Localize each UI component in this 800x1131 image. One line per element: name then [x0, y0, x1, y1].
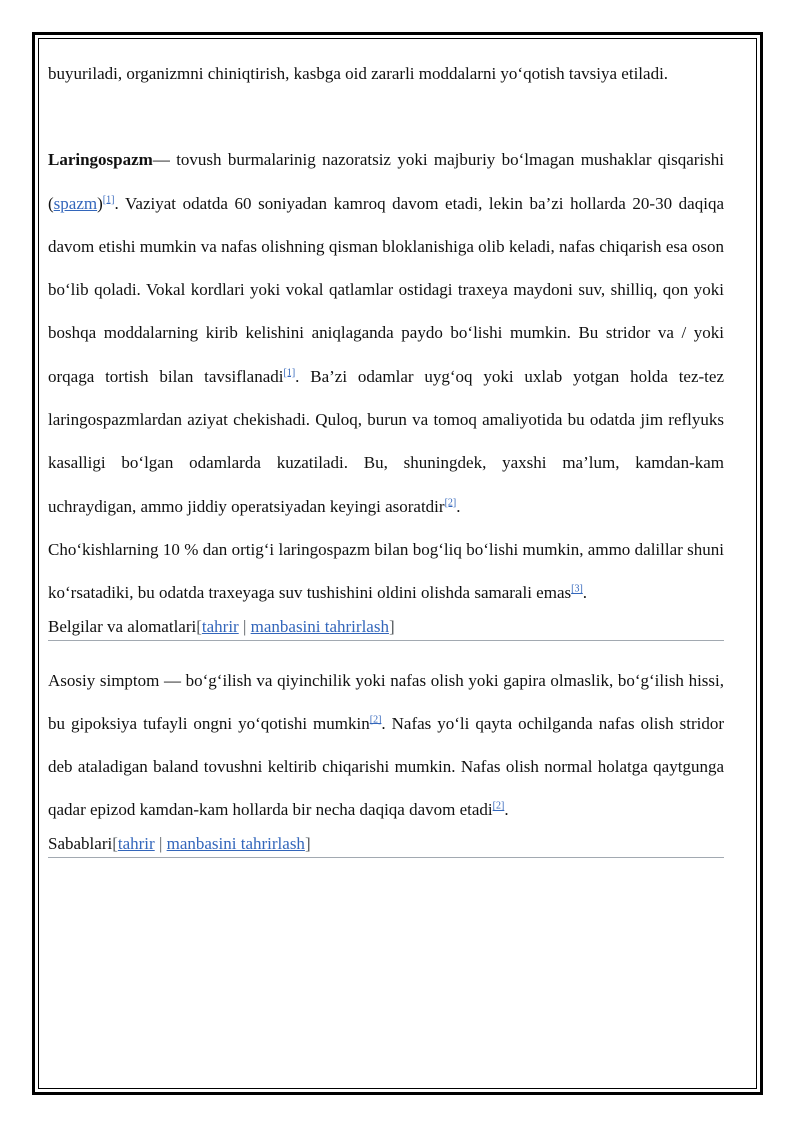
term-laringospazm: Laringospazm [48, 150, 153, 170]
reference-link-1[interactable]: [1] [102, 193, 115, 205]
reference-3-sup [445, 497, 457, 508]
reference-link-2[interactable]: [2] [444, 497, 457, 509]
definition-text-2: . Vaziyat odatda 60 soniyadan kamroq davom etadi, lekin ba’zi hollarda 20-30 daqiqa davom etishi mumkin va nafas olishning qisman bloklanishiga olib keladi, nafas chiqarish esa oson bo‘lib qoladi. Vokal kordlari yoki vokal qatlamlar ostidagi traxeya maydoni suv, shilliq, qon yoki boshqa moddalarning kirib kelishini aniqlaganda paydo bo‘lishi mumkin. Bu stridor va / yoki orqaga tortish bilan tavsiflanadi [48, 193, 724, 386]
edit-separator-2: | [154, 833, 167, 853]
section-title-symptoms: Belgilar va alomatlari [48, 616, 197, 636]
edit-source-link-symptoms[interactable]: manbasini tahrirlash [250, 616, 389, 636]
reference-link-2c[interactable]: [2] [492, 800, 505, 812]
edit-source-link-causes[interactable]: manbasini tahrirlash [166, 833, 305, 853]
definition-close-paren: ) [97, 193, 103, 213]
drowning-paragraph [48, 528, 724, 615]
edit-close-bracket: ] [388, 616, 395, 636]
reference-link-3[interactable]: [3] [571, 583, 583, 595]
intro-tail-text: buyuriladi, organizmni chiniqtirish, kasbga oid zararli moddalarni yo‘qotish tavsiya etiladi. [48, 64, 669, 83]
definition-paragraph [48, 138, 724, 528]
symptoms-end: . [504, 800, 509, 820]
reference-6-sup [493, 801, 505, 812]
intro-tail-paragraph [48, 52, 724, 95]
edit-close-bracket-2: ] [304, 833, 311, 853]
definition-text-3: . Ba’zi odamlar uyg‘oq yoki uxlab yotgan holda tez-tez laringospazmlardan aziyat chekishadi. Quloq, burun va tomoq amaliyotida bu odatda jim reflyuks kasalligi bo‘lgan odamlarda kuzatiladi. Bu, shuningdek, yaxshi ma’lum, kamdan-kam uchraydigan, ammo jiddiy operatsiyadan keyingi asoratdir [48, 366, 724, 516]
edit-link-causes[interactable]: tahrir [117, 833, 155, 853]
symptoms-text-1: Asosiy simptom — bo‘g‘ilish va qiyinchilik yoki nafas olish yoki gapira olmaslik, bo‘g‘ilish hissi, bu gipoksiya tufayli ongni yo‘qotishi mumkin [48, 670, 724, 733]
drowning-end: . [582, 583, 588, 603]
reference-4-sup [571, 584, 583, 595]
paragraph-gap [48, 95, 724, 138]
edit-open-bracket: [ [196, 616, 202, 636]
definition-end: . [456, 496, 461, 516]
section-title-causes: Sabablari [48, 833, 113, 853]
definition-text-1: — tovush burmalarinig nazoratsiz yoki majburiy bo‘lmagan mushaklar qisqarishi ( [48, 150, 724, 213]
reference-1-sup [103, 194, 115, 205]
edit-open-bracket-2: [ [112, 833, 118, 853]
document-body [48, 52, 724, 858]
reference-2-sup [283, 367, 295, 378]
reference-link-1b[interactable]: [1] [283, 367, 296, 379]
edit-separator: | [238, 616, 251, 636]
symptoms-text-2: . Nafas yo‘li qayta ochilganda nafas olish stridor deb ataladigan baland tovushni keltirib chiqarishi mumkin. Nafas olish normal holatga qaytgunga qadar epizod kamdan-kam hollarda bir necha daqiqa davom etadi [48, 713, 724, 820]
reference-link-2b[interactable]: [2] [369, 714, 382, 726]
reference-5-sup [370, 714, 382, 725]
drowning-text: Cho‘kishlarning 10 % dan ortig‘i laringospazm bilan bog‘liq bo‘lishi mumkin, ammo dalillar shuni ko‘rsatadiki, bu odatda traxeyaga suv tushishini oldini olishda samarali emas [48, 539, 724, 603]
spazm-link[interactable]: spazm [53, 193, 98, 213]
symptoms-paragraph [48, 659, 724, 832]
section-heading-symptoms [48, 615, 724, 641]
heading-spacer [48, 641, 724, 659]
section-heading-causes [48, 832, 724, 858]
edit-link-symptoms[interactable]: tahrir [201, 616, 239, 636]
